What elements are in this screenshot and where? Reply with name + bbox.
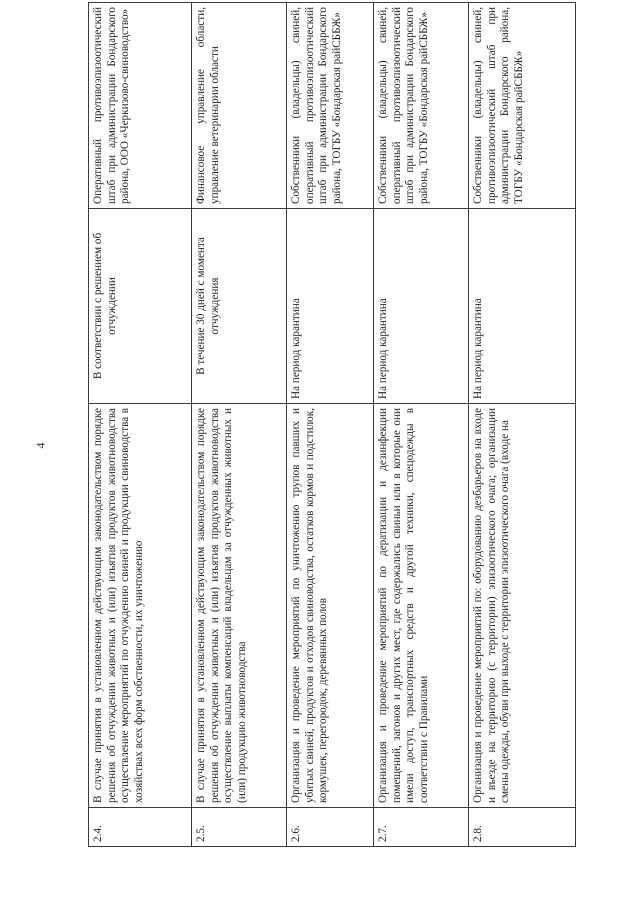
term-cell: На период карантина bbox=[374, 209, 469, 404]
table-row bbox=[469, 3, 576, 847]
page-number: 4 bbox=[33, 442, 48, 449]
responsible-cell: Собственники (владельцы) свиней, оперативный противоэпизоотический штаб при администрации Бондарского района, ТОГБУ «Бондарская райСББЖ» bbox=[374, 3, 469, 209]
table-row bbox=[374, 3, 469, 847]
measure-cell: Организация и проведение мероприятий по уничтожению трупов павших и убитых свиней, продуктов и отходов свиноводства, остатков кормов и подстилок, кормушек, перегородок, деревянных полов bbox=[287, 404, 374, 808]
measure-cell: Организация и проведение мероприятий по дератизации и дезинфекции помещений, загонов и других мест, где содержались свиньи или в которые они имели доступ, транспортных средств и другой техники, спецодежды в соответствии с Правилами bbox=[374, 404, 469, 808]
rotated-page-content bbox=[88, 7, 536, 847]
responsible-cell: Собственники (владельцы) свиней, противоэпизоотический штаб при администрации Бондарского района, ТОГБУ «Бондарская райСББЖ» bbox=[469, 3, 576, 209]
measure-cell: В случае принятия в установленном действующим законодательством порядке решения об отчуждении животных и (или) изъятия продуктов животноводства осуществление мероприятий по отчуждению свиней и продукции свиноводства в хозяйствах всех форм собственности, их уничтожению bbox=[89, 404, 192, 808]
row-number: 2.6. bbox=[287, 808, 374, 847]
row-number: 2.4. bbox=[89, 808, 192, 847]
term-cell: В течение 30 дней с момента отчуждения bbox=[192, 209, 287, 404]
table-row bbox=[287, 3, 374, 847]
term-cell: На период карантина bbox=[469, 209, 576, 404]
row-number: 2.8. bbox=[469, 808, 576, 847]
measure-cell: Организация и проведение мероприятий по: оборудованию дезбарьеров на входе и въезде на территорию (с территории) эпизоотического очага; организации смены одежды, обуви при выходе с территории эпизоотического очага (входе на bbox=[469, 404, 576, 808]
measures-table bbox=[88, 2, 576, 847]
term-cell: В соответствии с решением об отчуждении bbox=[89, 209, 192, 404]
row-number: 2.5. bbox=[192, 808, 287, 847]
table-row bbox=[192, 3, 287, 847]
responsible-cell: Финансовое управление области, управление ветеринарии области bbox=[192, 3, 287, 209]
responsible-cell: Оперативный противоэпизоотический штаб при администрации Бондарского района, ООО «Черкизово-свиноводство» bbox=[89, 3, 192, 209]
measure-cell: В случае принятия в установленном действующим законодательством порядке решения об отчуждении животных и (или) изъятия продуктов животноводства осуществление выплаты компенсаций владельцам за отчужденных животных и (или) продукцию животноводства bbox=[192, 404, 287, 808]
responsible-cell: Собственники (владельцы) свиней, оперативный противоэпизоотический штаб при администрации Бондарского района, ТОГБУ «Бондарская райСББЖ» bbox=[287, 3, 374, 209]
table-row bbox=[89, 3, 192, 847]
row-number: 2.7. bbox=[374, 808, 469, 847]
term-cell: На период карантина bbox=[287, 209, 374, 404]
